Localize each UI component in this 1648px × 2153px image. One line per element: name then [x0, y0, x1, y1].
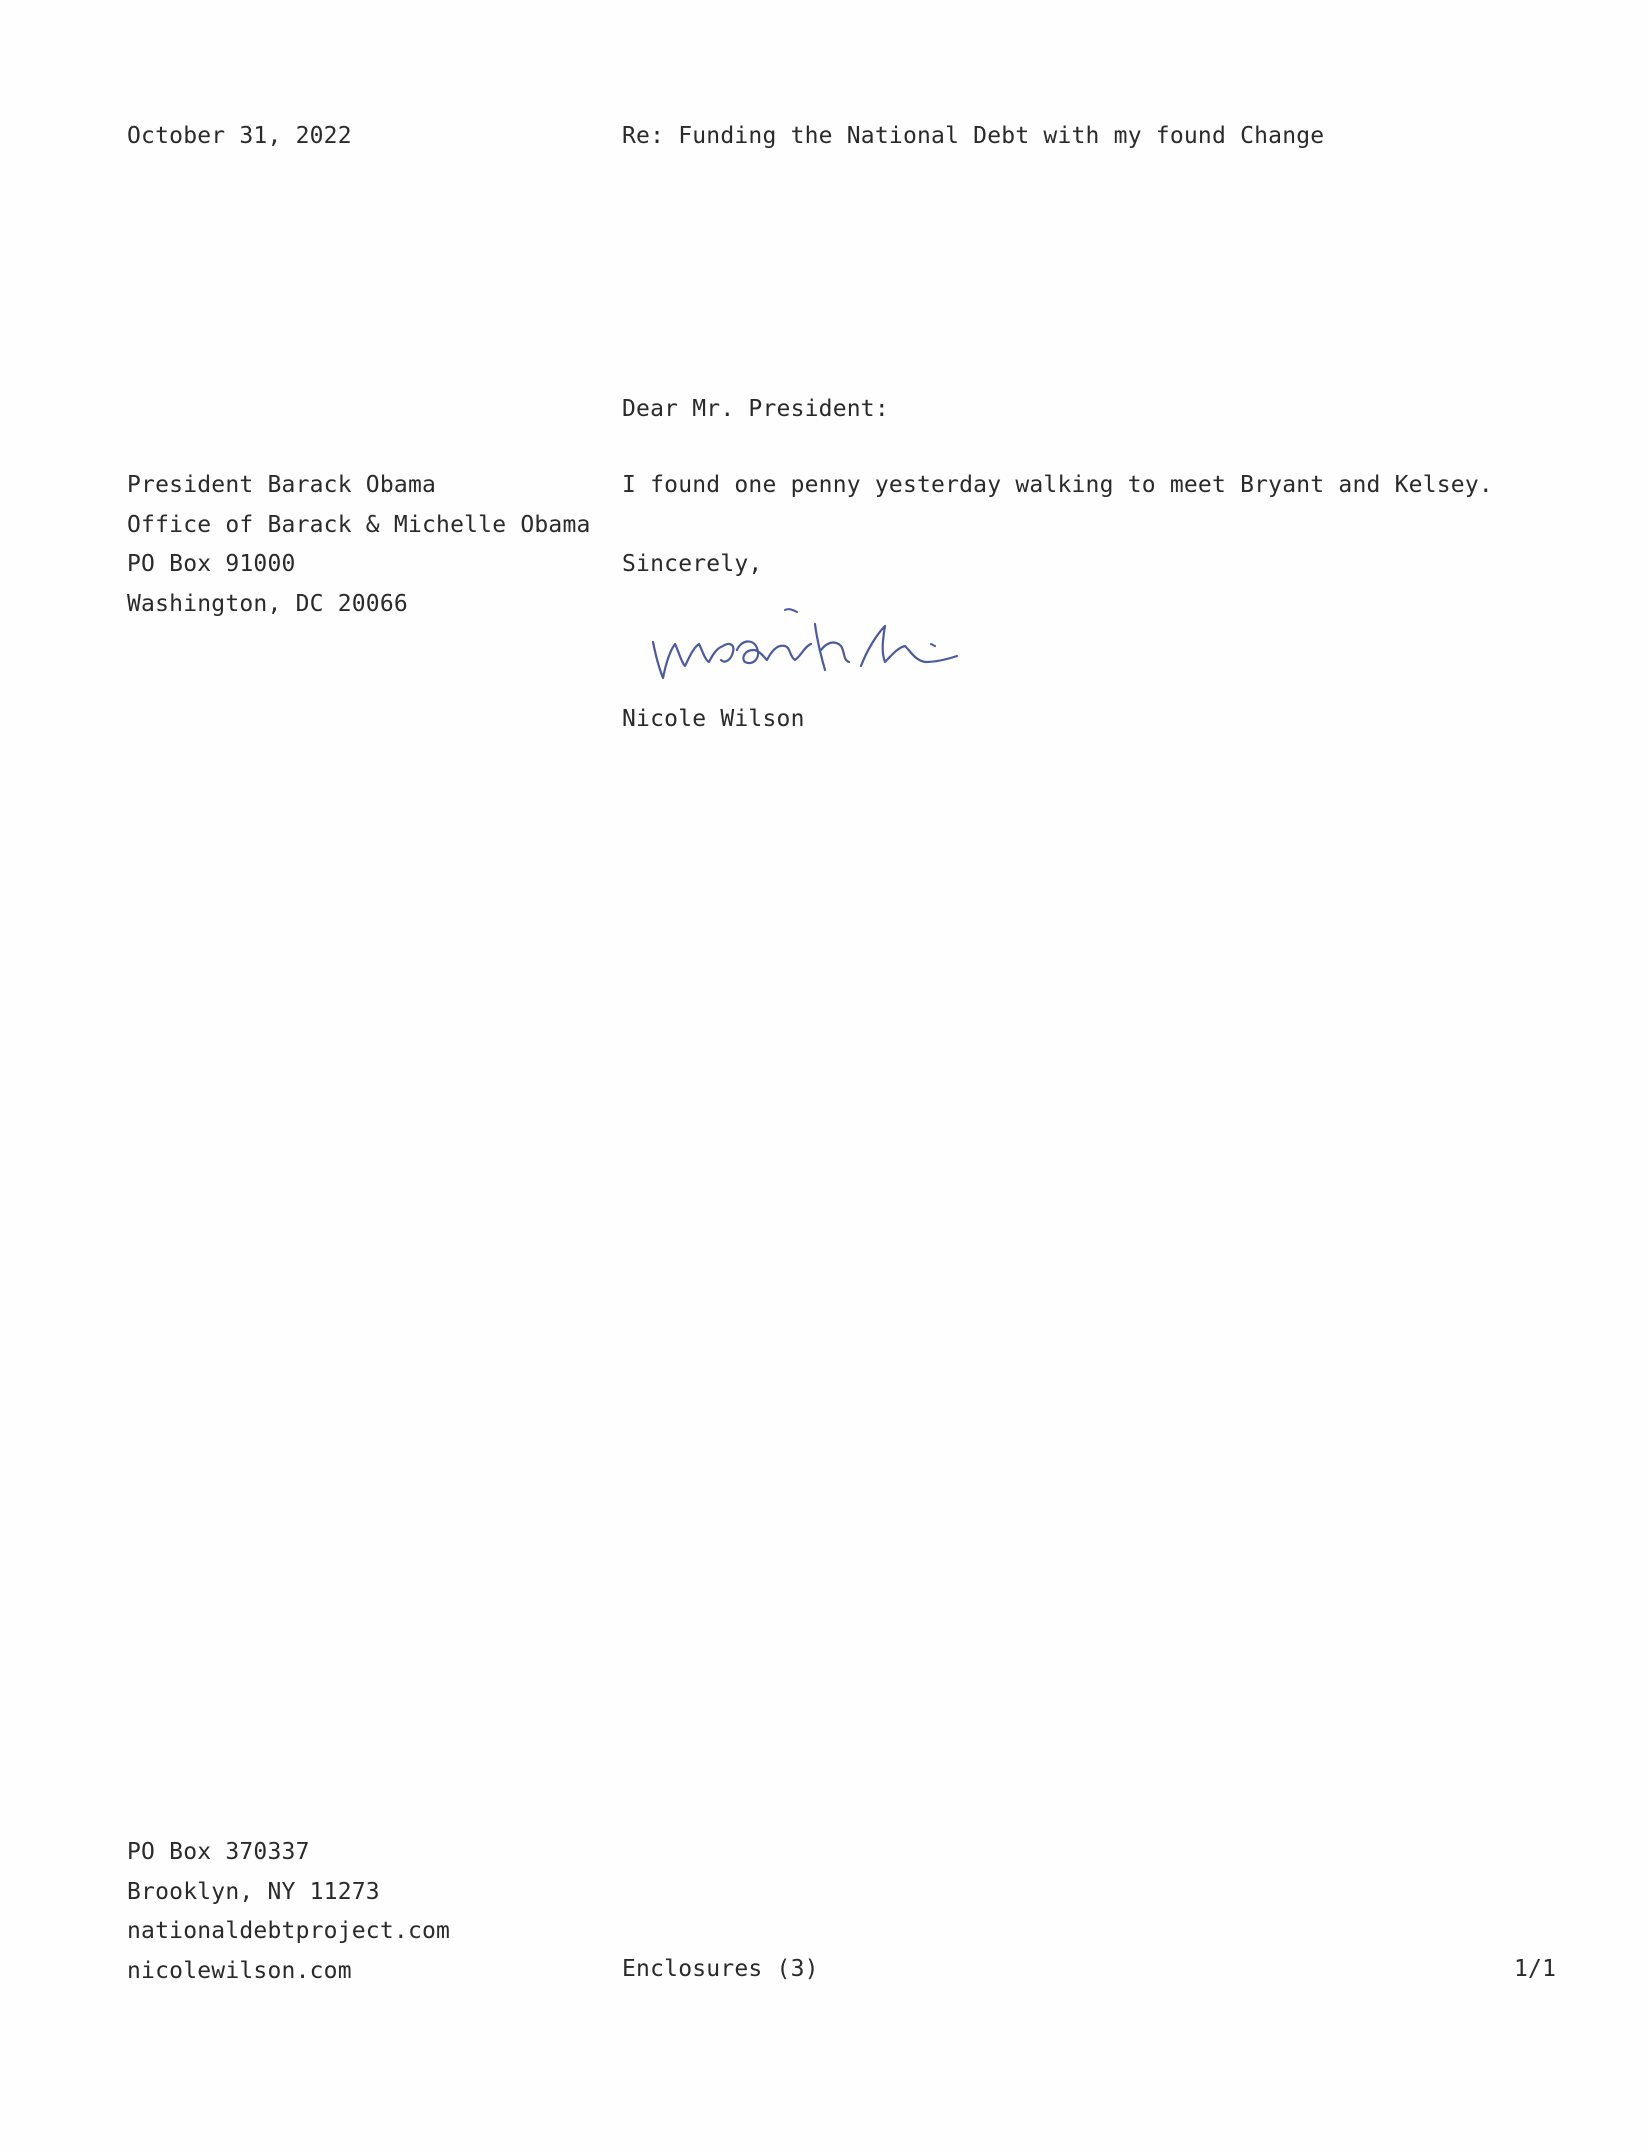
recipient-name: President Barack Obama	[127, 472, 437, 498]
letter-subject: Re: Funding the National Debt with my found Change	[622, 123, 1325, 149]
handwritten-signature	[645, 590, 985, 690]
recipient-po-box: PO Box 91000	[127, 551, 296, 577]
enclosures-note: Enclosures (3)	[622, 1956, 819, 1982]
page-number: 1/1	[1514, 1956, 1557, 1982]
signature-stroke	[861, 626, 957, 666]
recipient-city: Washington, DC 20066	[127, 590, 408, 617]
letter-date: October 31, 2022	[127, 123, 352, 149]
sender-city: Brooklyn, NY 11273	[127, 1878, 380, 1905]
closing: Sincerely,	[622, 551, 763, 577]
signature-stroke	[785, 609, 935, 646]
recipient-office: Office of Barack & Michelle Obama	[127, 511, 591, 538]
sender-po-box: PO Box 370337	[127, 1839, 310, 1865]
sender-website-personal: nicolewilson.com	[127, 1957, 352, 1984]
signature-stroke	[653, 624, 849, 678]
letter-body: I found one penny yesterday walking to meet Bryant and Kelsey.	[622, 472, 1493, 498]
sender-address	[127, 1833, 450, 1991]
recipient-address	[127, 466, 591, 624]
salutation: Dear Mr. President:	[622, 396, 889, 422]
sender-name: Nicole Wilson	[622, 706, 805, 732]
sender-website-project: nationaldebtproject.com	[127, 1918, 451, 1944]
